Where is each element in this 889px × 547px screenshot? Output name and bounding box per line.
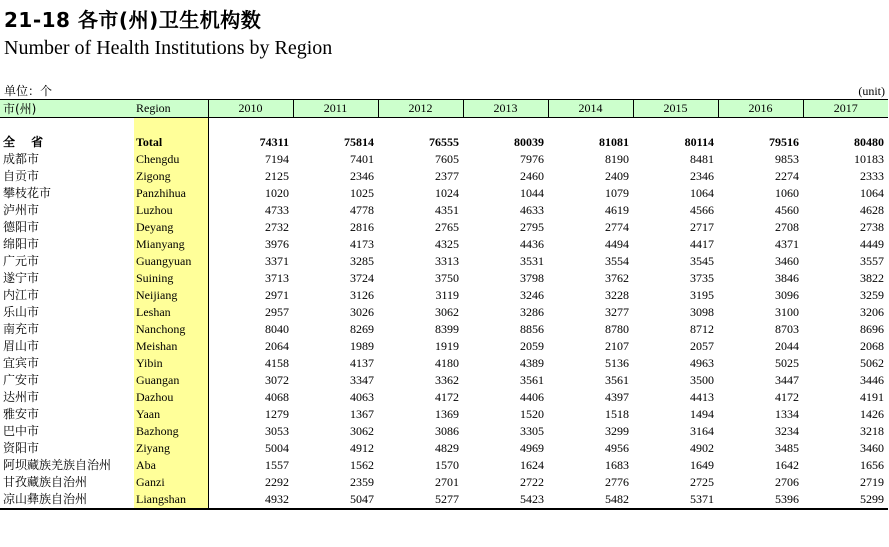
column-header-year: 2010 — [208, 100, 293, 118]
value-cell: 8780 — [605, 322, 629, 336]
value-cell: 81081 — [599, 135, 629, 149]
region-name-en: Aba — [134, 457, 208, 474]
value-cell: 75814 — [344, 135, 374, 149]
value-cell: 3100 — [775, 305, 799, 319]
value-cell: 1020 — [265, 186, 289, 200]
value-cell: 1369 — [435, 407, 459, 421]
region-name-en: Yaan — [134, 406, 208, 423]
value-cell: 3246 — [520, 288, 544, 302]
value-cell: 79516 — [769, 135, 799, 149]
value-cell: 1518 — [605, 407, 629, 421]
value-cell: 3531 — [520, 254, 544, 268]
region-name-cn: 南充市 — [3, 322, 40, 336]
value-cell: 2292 — [265, 475, 289, 489]
value-cell: 3735 — [690, 271, 714, 285]
value-cell: 5062 — [860, 356, 884, 370]
value-cell: 4560 — [775, 203, 799, 217]
value-cell: 1367 — [350, 407, 374, 421]
value-cell: 2738 — [860, 220, 884, 234]
table-row — [0, 185, 888, 202]
value-cell: 9853 — [775, 152, 799, 166]
table-header-row — [0, 100, 888, 118]
region-name-cn: 凉山彝族自治州 — [0, 491, 134, 509]
value-cell: 3713 — [265, 271, 289, 285]
value-cell: 4389 — [520, 356, 544, 370]
value-cell: 5025 — [775, 356, 799, 370]
region-name-en: Mianyang — [134, 236, 208, 253]
value-cell: 7976 — [520, 152, 544, 166]
value-cell: 3234 — [775, 424, 799, 438]
value-cell: 7605 — [435, 152, 459, 166]
value-cell: 3561 — [520, 373, 544, 387]
value-cell: 1024 — [435, 186, 459, 200]
region-name-cn: 德阳市 — [3, 220, 40, 234]
value-cell: 2059 — [520, 339, 544, 353]
value-cell: 10183 — [854, 152, 884, 166]
value-cell: 80480 — [854, 135, 884, 149]
table-body — [0, 118, 888, 510]
value-cell: 8481 — [690, 152, 714, 166]
table-row — [0, 372, 888, 389]
value-cell: 3228 — [605, 288, 629, 302]
region-name-en: Total — [134, 134, 208, 151]
table-row — [0, 491, 888, 509]
value-cell: 4963 — [690, 356, 714, 370]
value-cell: 3798 — [520, 271, 544, 285]
region-name-cn: 广安市 — [3, 373, 40, 387]
column-header-year: 2013 — [463, 100, 548, 118]
region-name-en: Neijiang — [134, 287, 208, 304]
value-cell: 2274 — [775, 169, 799, 183]
value-cell: 2068 — [860, 339, 884, 353]
value-cell: 3822 — [860, 271, 884, 285]
table-row — [0, 321, 888, 338]
value-cell: 1649 — [690, 458, 714, 472]
spacer-row — [0, 118, 888, 135]
value-cell: 3206 — [860, 305, 884, 319]
region-name-cn: 广元市 — [3, 254, 40, 268]
value-cell: 4956 — [605, 441, 629, 455]
unit-label-chinese: 单位：个 — [4, 84, 53, 98]
value-cell: 5396 — [718, 491, 803, 509]
value-cell: 3362 — [435, 373, 459, 387]
value-cell: 2460 — [520, 169, 544, 183]
table-row — [0, 423, 888, 440]
region-name-cn: 阿坝藏族羌族自治州 — [3, 458, 112, 472]
value-cell: 4633 — [520, 203, 544, 217]
table-row — [0, 253, 888, 270]
region-name-en: Meishan — [134, 338, 208, 355]
value-cell: 2774 — [605, 220, 629, 234]
value-cell: 2057 — [690, 339, 714, 353]
region-name-cn: 绵阳市 — [3, 237, 40, 251]
value-cell: 80039 — [514, 135, 544, 149]
value-cell: 2064 — [265, 339, 289, 353]
value-cell: 3026 — [350, 305, 374, 319]
value-cell: 8269 — [350, 322, 374, 336]
value-cell: 8712 — [690, 322, 714, 336]
value-cell: 1064 — [860, 186, 884, 200]
value-cell: 1520 — [520, 407, 544, 421]
table-row — [0, 406, 888, 423]
region-name-en: Suining — [134, 270, 208, 287]
region-name-en: Deyang — [134, 219, 208, 236]
column-header-year: 2011 — [293, 100, 378, 118]
region-name-cn: 全 省 — [3, 135, 50, 149]
value-cell: 2795 — [520, 220, 544, 234]
value-cell: 3724 — [350, 271, 374, 285]
value-cell: 2719 — [860, 475, 884, 489]
value-cell: 4413 — [690, 390, 714, 404]
value-cell: 3299 — [605, 424, 629, 438]
value-cell: 2722 — [520, 475, 544, 489]
table-row — [0, 219, 888, 236]
health-institutions-table — [0, 99, 888, 510]
value-cell: 2377 — [435, 169, 459, 183]
unit-label-english: (unit) — [858, 84, 885, 98]
value-cell: 3545 — [690, 254, 714, 268]
value-cell: 4158 — [265, 356, 289, 370]
value-cell: 76555 — [429, 135, 459, 149]
value-cell: 2765 — [435, 220, 459, 234]
value-cell: 1064 — [690, 186, 714, 200]
value-cell: 8703 — [775, 322, 799, 336]
value-cell: 2776 — [605, 475, 629, 489]
value-cell: 4063 — [350, 390, 374, 404]
page-title-english: Number of Health Institutions by Region — [4, 37, 333, 59]
column-header-year: 2014 — [548, 100, 633, 118]
value-cell: 2708 — [775, 220, 799, 234]
value-cell: 3976 — [265, 237, 289, 251]
value-cell: 1919 — [435, 339, 459, 353]
value-cell: 3460 — [775, 254, 799, 268]
table-row — [0, 457, 888, 474]
value-cell: 5136 — [605, 356, 629, 370]
value-cell: 8040 — [265, 322, 289, 336]
value-cell: 4436 — [520, 237, 544, 251]
table-row — [0, 474, 888, 491]
value-cell: 4397 — [605, 390, 629, 404]
value-cell: 2706 — [775, 475, 799, 489]
table-row — [0, 338, 888, 355]
value-cell: 4566 — [690, 203, 714, 217]
value-cell: 5482 — [548, 491, 633, 509]
region-name-cn: 内江市 — [3, 288, 40, 302]
value-cell: 7194 — [265, 152, 289, 166]
value-cell: 3561 — [605, 373, 629, 387]
value-cell: 4733 — [265, 203, 289, 217]
value-cell: 4628 — [860, 203, 884, 217]
value-cell: 3164 — [690, 424, 714, 438]
column-header-year: 2017 — [803, 100, 888, 118]
value-cell: 1334 — [775, 407, 799, 421]
region-name-cn: 雅安市 — [3, 407, 40, 421]
value-cell: 4902 — [690, 441, 714, 455]
table-row — [0, 304, 888, 321]
region-name-en: Bazhong — [134, 423, 208, 440]
value-cell: 80114 — [684, 135, 714, 149]
value-cell: 1570 — [435, 458, 459, 472]
value-cell: 8696 — [860, 322, 884, 336]
column-header-region-en: Region — [134, 100, 208, 118]
value-cell: 5004 — [265, 441, 289, 455]
value-cell: 8399 — [435, 322, 459, 336]
value-cell: 4406 — [520, 390, 544, 404]
value-cell: 2717 — [690, 220, 714, 234]
value-cell: 3485 — [775, 441, 799, 455]
value-cell: 3447 — [775, 373, 799, 387]
region-name-cn: 巴中市 — [3, 424, 40, 438]
region-name-en: Guangan — [134, 372, 208, 389]
region-name-en: Leshan — [134, 304, 208, 321]
region-name-en: Ziyang — [134, 440, 208, 457]
table-row — [0, 389, 888, 406]
value-cell: 2044 — [775, 339, 799, 353]
value-cell: 4932 — [208, 491, 293, 509]
column-header-year: 2016 — [718, 100, 803, 118]
value-cell: 5423 — [463, 491, 548, 509]
value-cell: 2957 — [265, 305, 289, 319]
value-cell: 1044 — [520, 186, 544, 200]
value-cell: 3119 — [435, 288, 459, 302]
table-row — [0, 287, 888, 304]
value-cell: 5299 — [803, 491, 888, 509]
table-row — [0, 270, 888, 287]
value-cell: 4172 — [775, 390, 799, 404]
value-cell: 2107 — [605, 339, 629, 353]
value-cell: 2409 — [605, 169, 629, 183]
value-cell: 5047 — [293, 491, 378, 509]
value-cell: 3062 — [435, 305, 459, 319]
value-cell: 3446 — [860, 373, 884, 387]
value-cell: 3086 — [435, 424, 459, 438]
region-name-cn: 遂宁市 — [3, 271, 40, 285]
value-cell: 3098 — [690, 305, 714, 319]
table-row — [0, 151, 888, 168]
value-cell: 3313 — [435, 254, 459, 268]
value-cell: 4371 — [775, 237, 799, 251]
value-cell: 4351 — [435, 203, 459, 217]
value-cell: 1683 — [605, 458, 629, 472]
value-cell: 3126 — [350, 288, 374, 302]
value-cell: 3347 — [350, 373, 374, 387]
region-name-cn: 宜宾市 — [3, 356, 40, 370]
region-name-en: Dazhou — [134, 389, 208, 406]
region-name-cn: 泸州市 — [3, 203, 40, 217]
region-name-en: Yibin — [134, 355, 208, 372]
region-name-cn: 攀枝花市 — [3, 186, 52, 200]
value-cell: 2333 — [860, 169, 884, 183]
value-cell: 1079 — [605, 186, 629, 200]
value-cell: 3500 — [690, 373, 714, 387]
value-cell: 2346 — [690, 169, 714, 183]
value-cell: 1557 — [265, 458, 289, 472]
table-row — [0, 202, 888, 219]
value-cell: 3218 — [860, 424, 884, 438]
region-name-cn: 成都市 — [3, 152, 40, 166]
value-cell: 4494 — [605, 237, 629, 251]
value-cell: 3259 — [860, 288, 884, 302]
value-cell: 4137 — [350, 356, 374, 370]
table-row — [0, 440, 888, 457]
value-cell: 2816 — [350, 220, 374, 234]
value-cell: 1656 — [860, 458, 884, 472]
value-cell: 1624 — [520, 458, 544, 472]
value-cell: 4778 — [350, 203, 374, 217]
value-cell: 5371 — [633, 491, 718, 509]
region-name-cn: 眉山市 — [3, 339, 40, 353]
value-cell: 3072 — [265, 373, 289, 387]
value-cell: 2725 — [690, 475, 714, 489]
region-name-en: Chengdu — [134, 151, 208, 168]
value-cell: 1426 — [860, 407, 884, 421]
value-cell: 1989 — [350, 339, 374, 353]
value-cell: 3195 — [690, 288, 714, 302]
region-name-en: Panzhihua — [134, 185, 208, 202]
region-name-cn: 自贡市 — [3, 169, 40, 183]
region-name-cn: 达州市 — [3, 390, 40, 404]
value-cell: 1494 — [690, 407, 714, 421]
page-title-chinese: 21-18 各市(州)卫生机构数 — [4, 8, 262, 32]
table-row-total — [0, 134, 888, 151]
table-row — [0, 355, 888, 372]
region-name-en: Nanchong — [134, 321, 208, 338]
value-cell: 3460 — [860, 441, 884, 455]
value-cell: 4417 — [690, 237, 714, 251]
value-cell: 3557 — [860, 254, 884, 268]
value-cell: 4449 — [860, 237, 884, 251]
value-cell: 1562 — [350, 458, 374, 472]
column-header-region-cn: 市(州) — [0, 100, 134, 118]
value-cell: 3096 — [775, 288, 799, 302]
value-cell: 7401 — [350, 152, 374, 166]
value-cell: 1642 — [775, 458, 799, 472]
table-row — [0, 168, 888, 185]
value-cell: 2732 — [265, 220, 289, 234]
value-cell: 4829 — [435, 441, 459, 455]
value-cell: 3285 — [350, 254, 374, 268]
value-cell: 3554 — [605, 254, 629, 268]
value-cell: 4619 — [605, 203, 629, 217]
value-cell: 3762 — [605, 271, 629, 285]
value-cell: 4180 — [435, 356, 459, 370]
value-cell: 4325 — [435, 237, 459, 251]
region-name-en: Liangshan — [134, 491, 208, 509]
value-cell: 3286 — [520, 305, 544, 319]
value-cell: 2346 — [350, 169, 374, 183]
value-cell: 1060 — [775, 186, 799, 200]
value-cell: 5277 — [378, 491, 463, 509]
value-cell: 3305 — [520, 424, 544, 438]
value-cell: 2971 — [265, 288, 289, 302]
value-cell: 3053 — [265, 424, 289, 438]
value-cell: 4173 — [350, 237, 374, 251]
value-cell: 2359 — [350, 475, 374, 489]
region-name-en: Zigong — [134, 168, 208, 185]
value-cell: 4191 — [860, 390, 884, 404]
value-cell: 3846 — [775, 271, 799, 285]
value-cell: 8856 — [520, 322, 544, 336]
value-cell: 3062 — [350, 424, 374, 438]
value-cell: 74311 — [259, 135, 289, 149]
value-cell: 4912 — [350, 441, 374, 455]
region-name-cn: 乐山市 — [3, 305, 40, 319]
region-name-cn: 甘孜藏族自治州 — [3, 475, 88, 489]
value-cell: 8190 — [605, 152, 629, 166]
value-cell: 3371 — [265, 254, 289, 268]
table-row — [0, 236, 888, 253]
region-name-cn: 资阳市 — [3, 441, 40, 455]
region-name-en: Ganzi — [134, 474, 208, 491]
value-cell: 4172 — [435, 390, 459, 404]
value-cell: 1279 — [265, 407, 289, 421]
value-cell: 3750 — [435, 271, 459, 285]
region-name-en: Guangyuan — [134, 253, 208, 270]
column-header-year: 2012 — [378, 100, 463, 118]
value-cell: 2701 — [435, 475, 459, 489]
value-cell: 4969 — [520, 441, 544, 455]
value-cell: 1025 — [350, 186, 374, 200]
column-header-year: 2015 — [633, 100, 718, 118]
value-cell: 3277 — [605, 305, 629, 319]
value-cell: 4068 — [265, 390, 289, 404]
region-name-en: Luzhou — [134, 202, 208, 219]
value-cell: 2125 — [265, 169, 289, 183]
